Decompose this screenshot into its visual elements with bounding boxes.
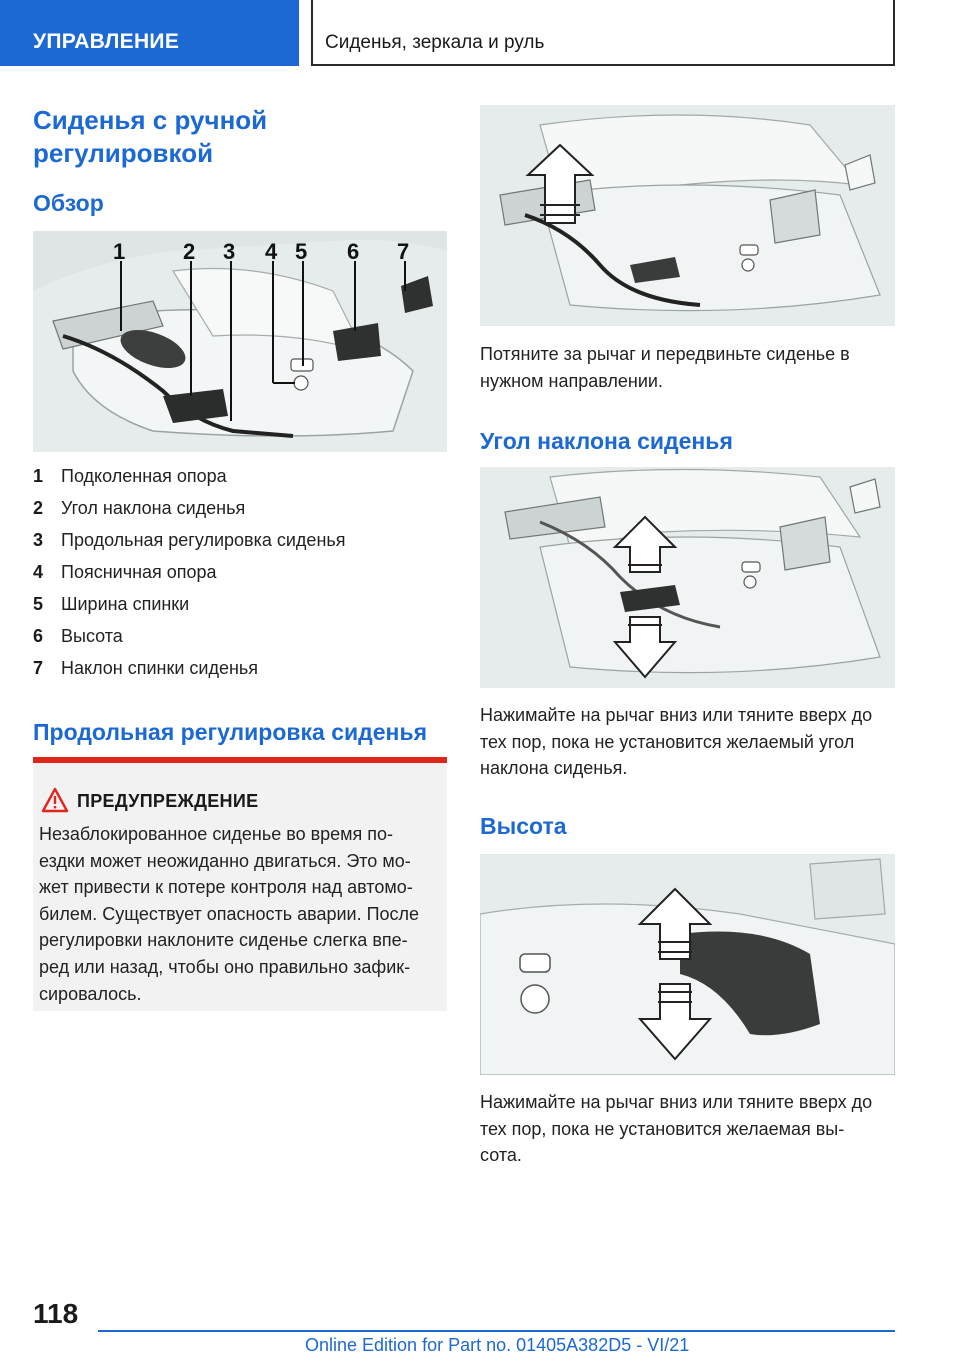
section-title: Сиденья, зеркала и руль [325,32,545,53]
caption-line: наклона сиденья. [480,758,628,779]
legend-number: 2 [33,498,44,518]
legend-text: Высота [61,626,123,646]
header-underline [311,64,895,66]
callout-1: 1 [113,239,126,264]
warning-line: Незаблокированное сиденье во время по- [39,824,394,844]
height-caption [480,1089,872,1169]
legend-number: 5 [33,594,44,614]
warning-title: ПРЕДУПРЕЖДЕНИЕ [77,791,259,811]
legend-item [33,526,453,558]
caption-line: Нажимайте на рычаг вниз или тяните вверх до [480,1092,873,1112]
overview-legend [33,462,453,686]
caption-line: тех пор, пока не установится желаемая вы- [480,1118,845,1139]
longitudinal-illustration [480,105,895,326]
legend-number: 4 [33,562,44,582]
legend-item [33,462,453,494]
page-title: Сиденья с ручной регулировкой [33,105,268,168]
caption-line: тех пор, пока не установится желаемый угол [480,731,855,752]
tilt-illustration [480,467,895,688]
legend-item [33,590,453,622]
caption-line: Потяните за рычаг и передвиньте сиденье в [480,344,850,364]
legend-item [33,622,453,654]
callout-4: 4 [265,239,278,264]
warning-line: ездки может неожиданно двигаться. Это мо- [39,850,411,871]
legend-text: Наклон спинки сиденья [61,658,259,678]
legend-number: 3 [33,530,44,550]
caption-line: нужном направлении. [480,370,663,391]
callout-5: 5 [295,239,308,264]
callout-3: 3 [223,239,236,264]
legend-item [33,654,453,686]
legend-text: Угол наклона сиденья [61,498,246,518]
legend-text: Ширина спинки [61,594,190,614]
longitudinal-caption [480,341,850,394]
page-number: 118 [33,1298,79,1329]
legend-number: 6 [33,626,44,646]
caption-line: сота. [480,1145,522,1166]
warning-box [33,757,447,1011]
warning-line: ред или назад, чтобы оно правильно зафик- [39,956,411,977]
warning-line: регулировки наклоните сиденье слегка впе- [39,930,408,951]
chapter-tab[interactable]: УПРАВЛЕНИЕ [0,0,299,66]
legend-number: 1 [33,466,44,486]
legend-number: 7 [33,658,44,678]
overview-heading: Обзор [33,190,104,216]
legend-text: Подколенная опора [61,466,227,486]
height-illustration [480,854,895,1075]
warning-line: сировалось. [39,983,142,1004]
longitudinal-heading: Продольная регулировка сиденья [33,719,428,745]
tilt-heading: Угол наклона сиденья [480,428,733,454]
edition-footer: Online Edition for Part no. 01405A382D5 - VI/21 [305,1335,690,1355]
warning-text [39,821,443,1007]
caption-line: Нажимайте на рычаг вниз или тяните вверх до [480,705,873,725]
tilt-caption [480,702,872,782]
footer-rule [98,1330,895,1332]
callout-2: 2 [183,239,196,264]
warning-line: билем. Существует опасность аварии. После [39,903,420,924]
header-divider-left [311,0,313,66]
callout-6: 6 [347,239,360,264]
seat-overview-illustration [33,231,447,452]
legend-item [33,494,453,526]
legend-text: Продольная регулировка сиденья [61,530,346,550]
callout-7: 7 [397,239,410,264]
header-divider-right [893,0,895,66]
legend-text: Поясничная опора [61,562,217,582]
height-heading: Высота [480,813,567,839]
warning-triangle-icon [41,787,69,813]
warning-line: жет привести к потере контроля над автомо- [39,877,413,898]
legend-item [33,558,453,590]
